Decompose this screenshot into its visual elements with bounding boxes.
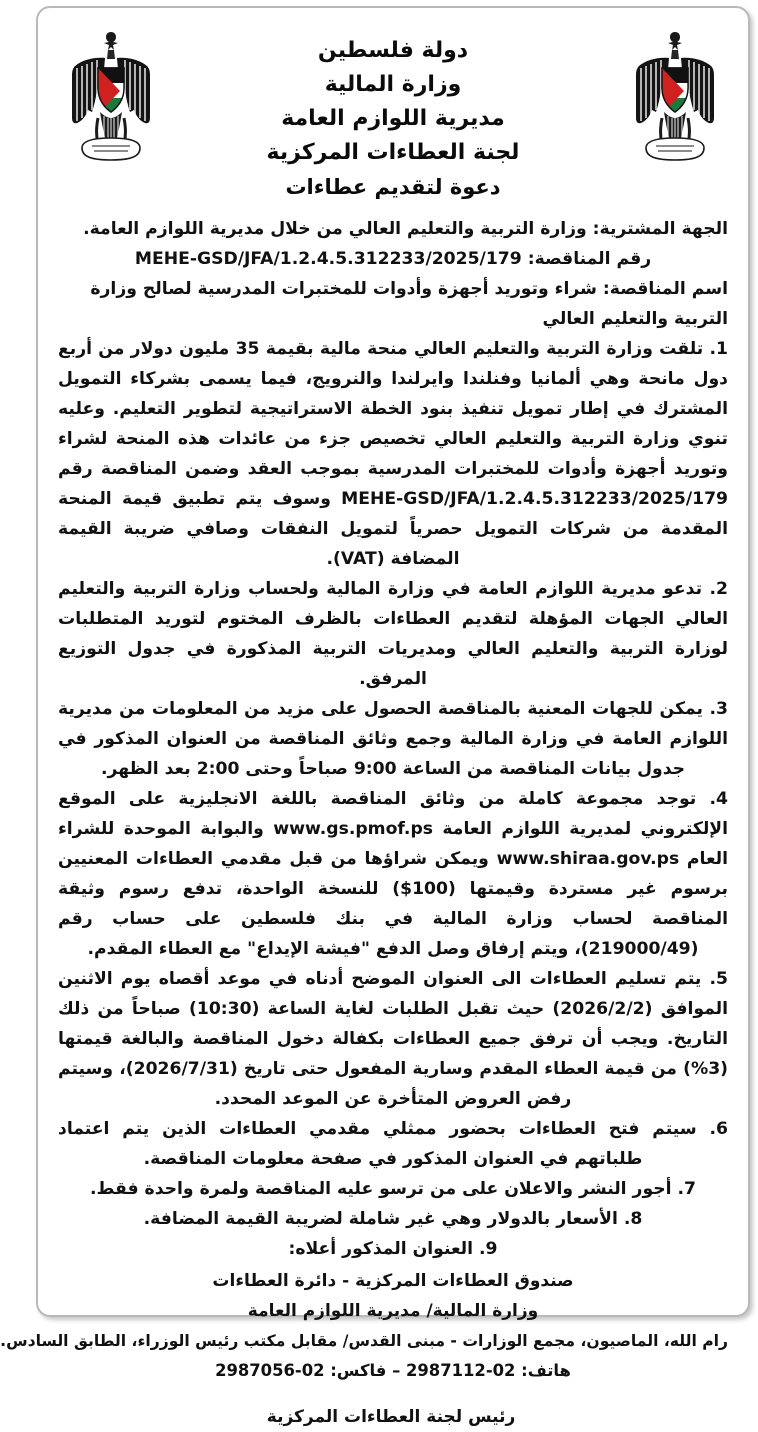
state-title: دولة فلسطين — [317, 38, 469, 63]
clause-2: 2. تدعو مديرية اللوازم العامة في وزارة المالية ولحساب وزارة التربية والتعليم العالي الجهات المؤهلة لتقديم العطاءات بالظرف المختوم لتوريد المتطلبات لوزارة التربية والتعليم العالي ومديريات التربية المذكورة في جدول التوزيع المرفق. — [58, 579, 728, 689]
clause-6: 6. سيتم فتح العطاءات بحضور ممثلي مقدمي العطاءات الذين يتم اعتماد طلباتهم في العنوان المذكور في صفحة معلومات المناقصة. — [58, 1119, 728, 1169]
tender-number-line: رقم المناقصة: MEHE-GSD/JFA/1.2.4.5.312233/2025/179 — [134, 249, 652, 269]
address-line-ministry: وزارة المالية/ مديرية اللوازم العامة — [247, 1301, 539, 1321]
committee-title: لجنة العطاءات المركزية — [266, 140, 520, 165]
address-line-location: رام الله، الماصيون، مجمع الوزارات - مبنى القدس/ مقابل مكتب رئيس الوزراء، الطابق السادس. — [0, 1332, 728, 1350]
tender-name-line: اسم المناقصة: شراء وتوريد أجهزة وأدوات للمختبرات المدرسية لصالح وزارة التربية والتعليم العالي — [90, 279, 728, 329]
address-line-fund: صندوق العطاءات المركزية - دائرة العطاءات — [212, 1271, 574, 1291]
clause-7: 7. أجور النشر والاعلان على من ترسو عليه المناقصة ولمرة واحدة فقط. — [90, 1179, 696, 1199]
signature-line: رئيس لجنة العطاءات المركزية — [266, 1407, 516, 1427]
clause-8: 8. الأسعار بالدولار وهي غير شاملة لضريبة القيمة المضافة. — [143, 1209, 643, 1229]
clause-1: 1. تلقت وزارة التربية والتعليم العالي منحة مالية بقيمة 35 مليون دولار من أربع دول مانحة وهي ألمانيا وفنلندا وايرلندا والنرويج، فيما يسمى بشركاء التمويل المشترك في إطار تمويل تنفيذ بنود الخطة الاستراتيجية لتطوير التعليم. وعليه تنوي وزارة التربية والتعليم العالي تخصيص جزء من عائدات هذه المنحة لشراء وتوريد أجهزة وأدوات للمختبرات المدرسية بموجب العقد وضمن المناقصة رقم MEHE-GSD/JFA/1.2.4.5.312233/2025/179 وسوف يتم تطبيق قيمة المنحة المقدمة من شركات التمويل حصرياً لتمويل النفقات وصافي ضريبة القيمة المضافة (VAT). — [58, 339, 729, 569]
document-header — [52, 18, 734, 214]
clause-9: 9. العنوان المذكور أعلاه: — [288, 1239, 498, 1259]
ministry-title: وزارة المالية — [324, 72, 462, 97]
clause-4: 4. توجد مجموعة كاملة من وثائق المناقصة باللغة الانجليزية على الموقع الإلكتروني لمديرية اللوازم العامة www.gs.pmof.ps والبوابة الموحدة للشراء العام www.shiraa.gov.ps ويمكن شراؤها من قبل مقدمي العطاءات المعنيين برسوم غير مستردة وقيمتها (100$) للنسخة الواحدة، تدفع رسوم وثيقة المناقصة لحساب وزارة المالية في بنك فلسطين على حساب رقم (219000/49)، ويتم إرفاق وصل الدفع "فيشة الإيداع" مع العطاء المقدم. — [58, 789, 728, 959]
buyer-line: الجهة المشترية: وزارة التربية والتعليم العالي من خلال مديرية اللوازم العامة. — [83, 219, 728, 239]
directorate-title: مديرية اللوازم العامة — [281, 106, 505, 131]
document-frame — [0, 6, 750, 1427]
clause-5: 5. يتم تسليم العطاءات الى العنوان الموضح أدناه في موعد أقصاه يوم الاثنين الموافق (2026/2/2) حيث تقبل الطلبات لغاية الساعة (10:30) صباحاً من ذلك التاريخ. ويجب أن ترفق جميع العطاءات بكفالة دخول المناقصة والبالغة قيمتها (3%) من قيمة العطاء المقدم وسارية المفعول حتى تاريخ (2026/7/31)، وسيتم رفض العروض المتأخرة عن الموعد المحدد. — [58, 969, 729, 1109]
address-block — [0, 1266, 728, 1386]
header-title-block — [52, 34, 734, 204]
clause-3: 3. يمكن للجهات المعنية بالمناقصة الحصول على مزيد من المعلومات من مديرية اللوازم العامة في وزارة المالية وجمع وثائق المناقصة من العنوان المذكور في جدول بيانات المناقصة من الساعة 9:00 صباحاً وحتى 2:00 بعد الظهر. — [58, 699, 728, 779]
contact-phone-fax-line: هاتف: 02-2987112 – فاكس: 02-2987056 — [215, 1361, 571, 1380]
invitation-title: دعوة لتقديم عطاءات — [285, 175, 501, 199]
document-body — [0, 214, 734, 1432]
